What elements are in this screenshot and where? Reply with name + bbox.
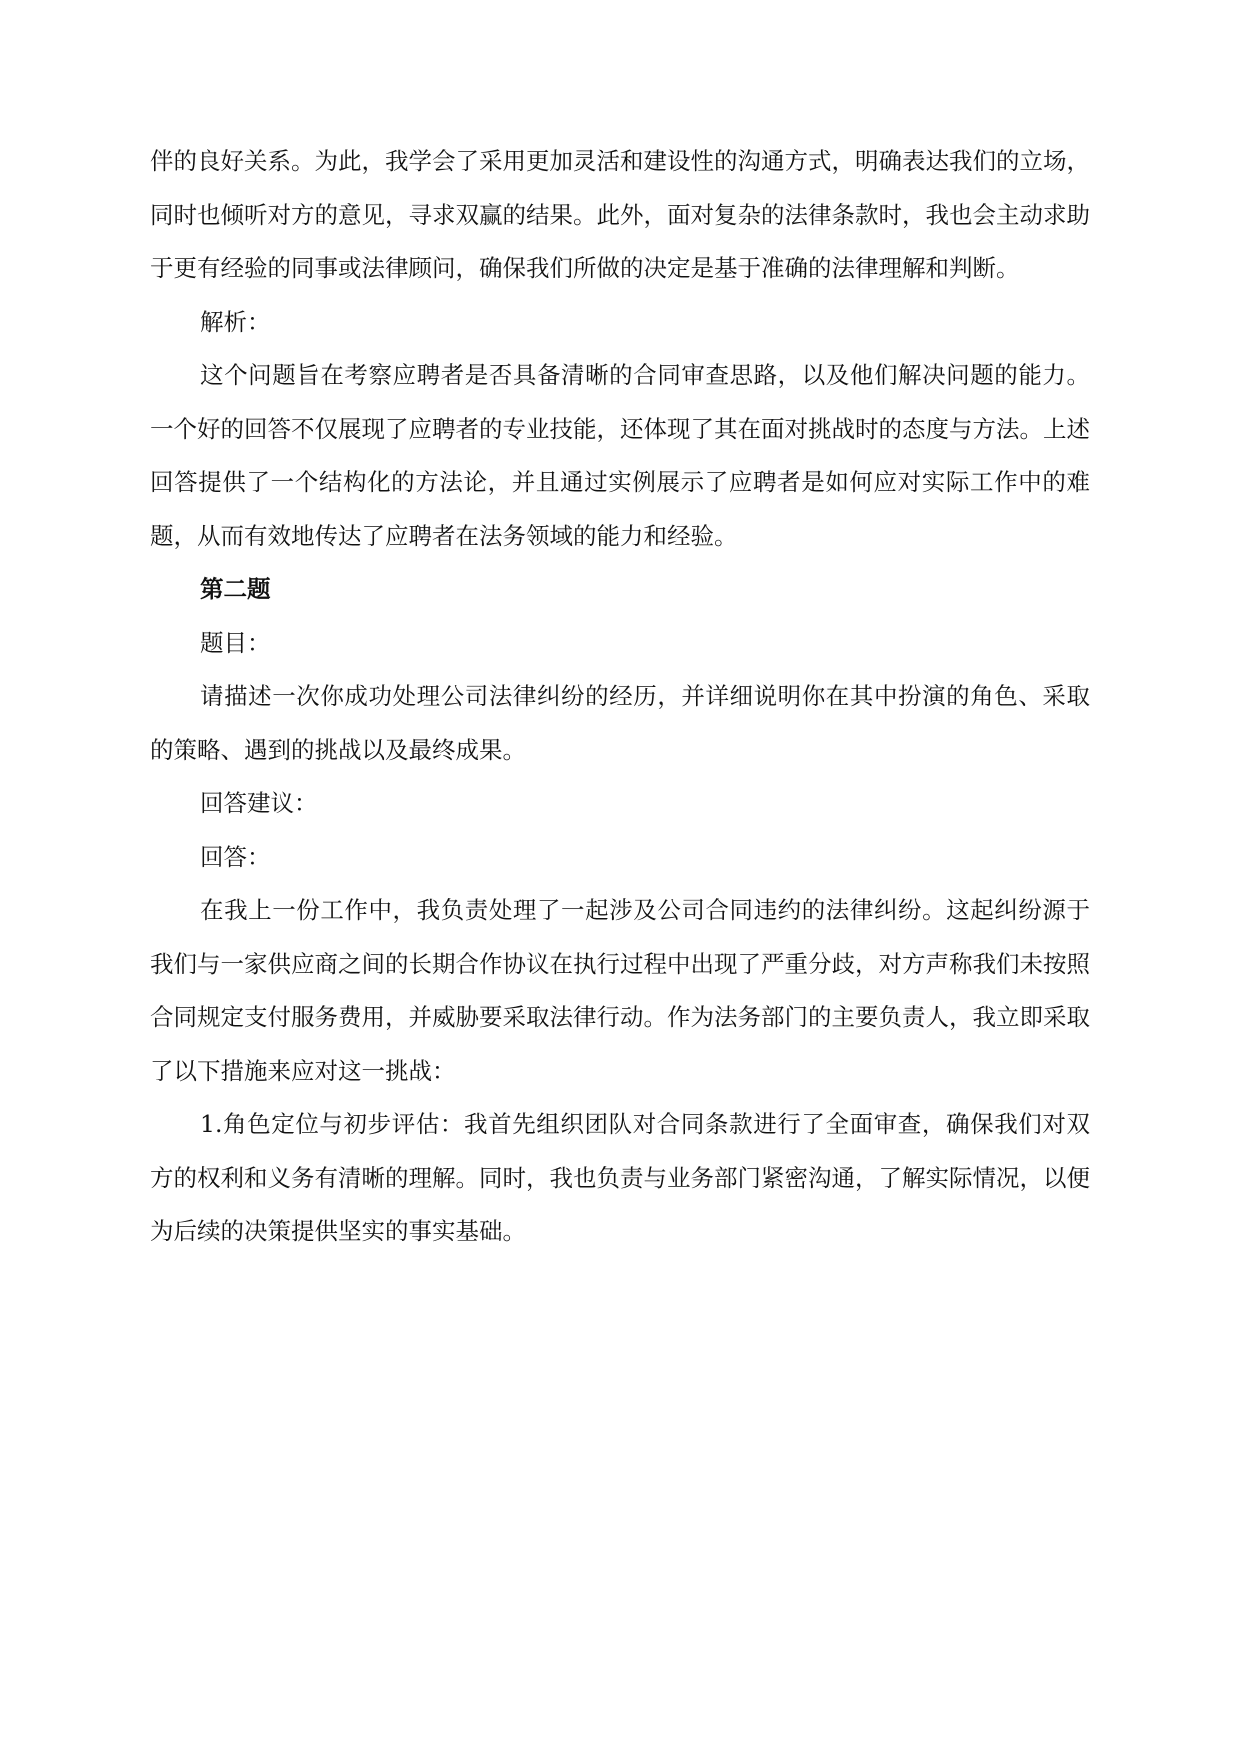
- paragraph-continuation: 伴的良好关系。为此，我学会了采用更加灵活和建设性的沟通方式，明确表达我们的立场，同时也倾听对方的意见，寻求双赢的结果。此外，面对复杂的法律条款时，我也会主动求助于更有经验的同事或法律顾问，确保我们所做的决定是基于准确的法律理解和判断。: [150, 147, 1090, 282]
- answer-paragraph: 在我上一份工作中，我负责处理了一起涉及公司合同违约的法律纠纷。这起纠纷源于我们与一家供应商之间的长期合作协议在执行过程中出现了严重分歧，对方声称我们未按照合同规定支付服务费用，并威胁要采取法律行动。作为法务部门的主要负责人，我立即采取了以下措施来应对这一挑战：: [150, 896, 1090, 1085]
- document-page: [150, 135, 1090, 1259]
- section-heading-question-two: 第二题: [200, 575, 271, 603]
- analysis-label: 解析：: [200, 307, 271, 336]
- answer-point-1: 1.角色定位与初步评估：我首先组织团队对合同条款进行了全面审查，确保我们对双方的权利和义务有清晰的理解。同时，我也负责与业务部门紧密沟通，了解实际情况，以便为后续的决策提供坚实的事实基础。: [150, 1110, 1090, 1245]
- analysis-paragraph: 这个问题旨在考察应聘者是否具备清晰的合同审查思路，以及他们解决问题的能力。一个好的回答不仅展现了应聘者的专业技能，还体现了其在面对挑战时的态度与方法。上述回答提供了一个结构化的方法论，并且通过实例展示了应聘者是如何应对实际工作中的难题，从而有效地传达了应聘者在法务领域的能力和经验。: [150, 361, 1090, 550]
- answer-label: 回答：: [200, 842, 271, 871]
- question-label: 题目：: [200, 628, 271, 657]
- question-paragraph: 请描述一次你成功处理公司法律纠纷的经历，并详细说明你在其中扮演的角色、采取的策略、遇到的挑战以及最终成果。: [150, 682, 1090, 764]
- answer-suggestion-label: 回答建议：: [200, 789, 318, 817]
